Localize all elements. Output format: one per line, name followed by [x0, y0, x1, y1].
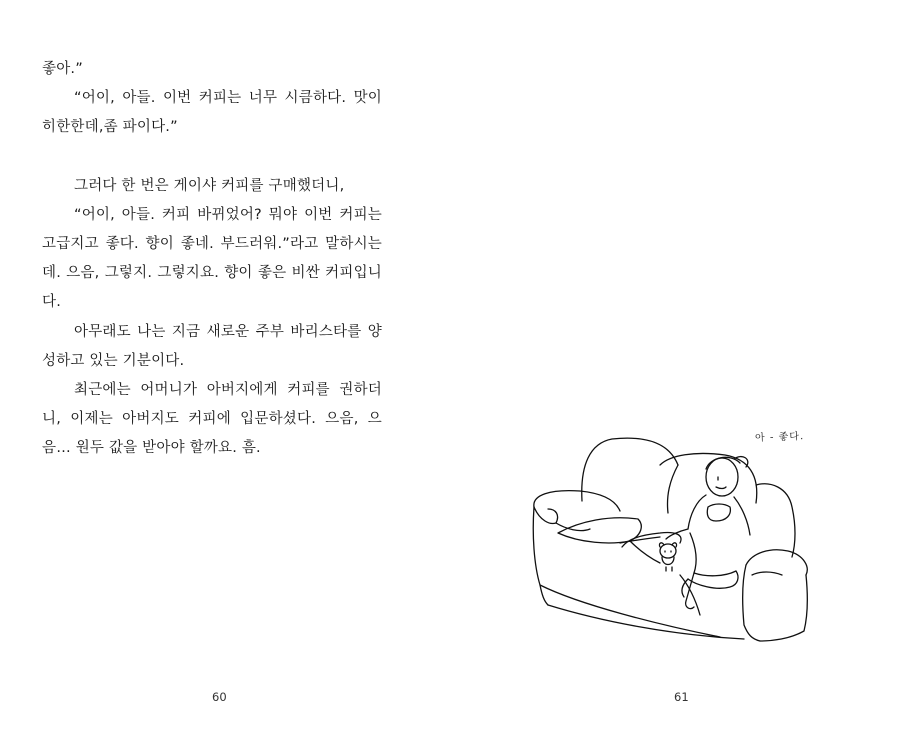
paragraph: 좋아.”	[42, 61, 83, 77]
sofa-illustration	[520, 425, 820, 655]
page-number-right: 61	[674, 690, 689, 704]
page-number-left: 60	[212, 690, 227, 704]
paragraph: “어이, 아들. 이번 커피는 너무 시큼하다. 맛이 히한한데,좀 파이다.”	[42, 90, 382, 136]
illustration-caption: 아 - 좋다.	[754, 431, 805, 444]
paragraph: “어이, 아들. 커피 바뀌었어? 뭐야 이번 커피는 고급지고 좋다. 향이 좋네. 부드러워.”라고 말하시는데. 으음, 그렇지. 그렇지요. 향이 좋은 비싼 커피입니다.	[42, 206, 382, 311]
body-text	[42, 55, 382, 464]
paragraph: 최근에는 어머니가 아버지에게 커피를 권하더니, 이제는 아버지도 커피에 입문하셨다. 으음, 으음… 원두 값을 받아야 할까요. 흠.	[42, 382, 382, 457]
paragraph: 아무래도 나는 지금 새로운 주부 바리스타를 양성하고 있는 기분이다.	[42, 323, 382, 369]
paragraph: 그러다 한 번은 게이샤 커피를 구매했더니,	[74, 177, 345, 194]
